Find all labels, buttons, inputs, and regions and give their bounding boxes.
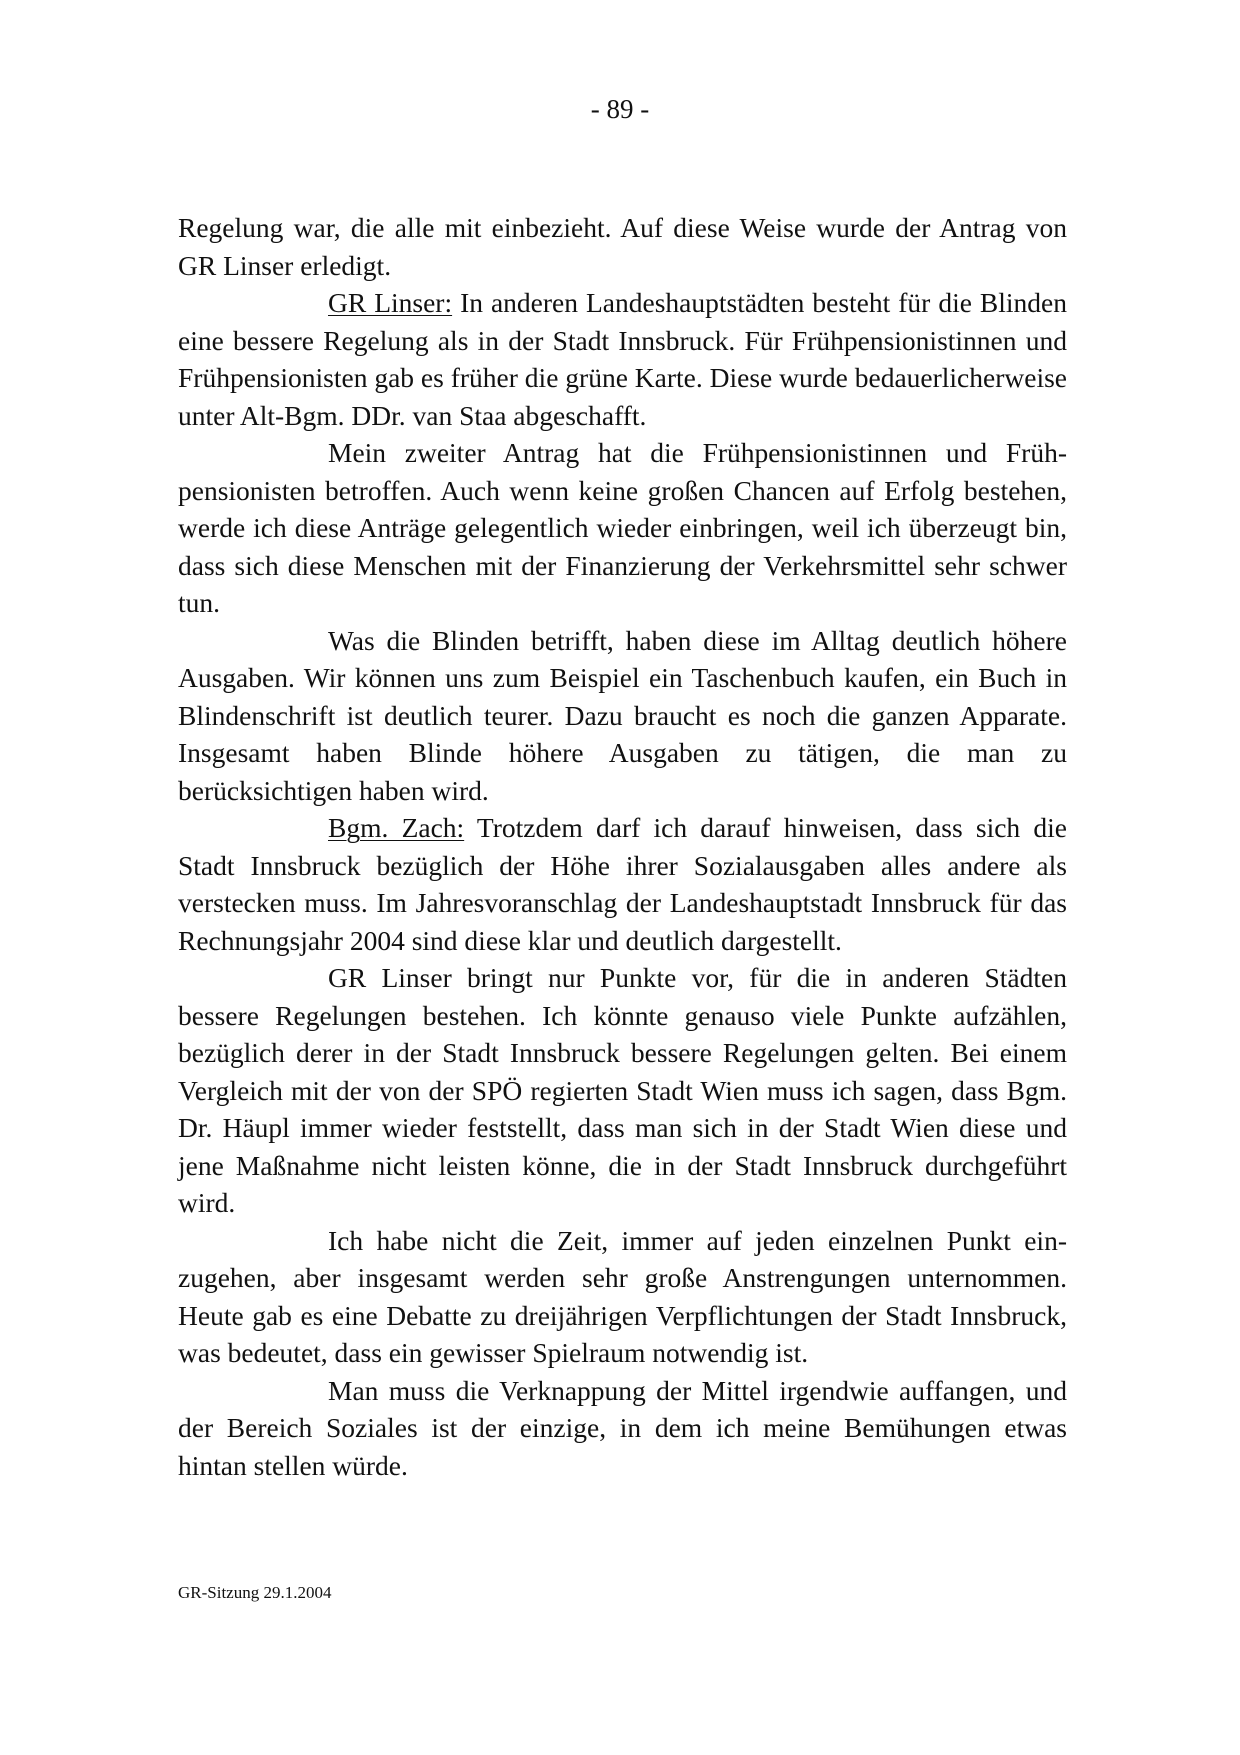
paragraph-7 bbox=[178, 1222, 1067, 1372]
paragraph-text: Was die Blinden betrifft, haben diese im Alltag deutlich höhere Ausgaben. Wir können uns zum Beispiel ein Taschenbuch kaufen, ein Buch in Blindenschrift ist deutlich teurer. Dazu braucht es noch die ganzen Apparate. Insgesamt haben Blinde höhere Ausgaben zu tätigen, die man zu berücksichtigen haben wird. bbox=[178, 624, 1067, 806]
paragraph-3 bbox=[178, 434, 1067, 622]
paragraph-text: GR Linser bringt nur Punkte vor, für die in anderen Städten bessere Regelungen bestehen. Ich könnte genauso viele Punkte aufzählen, bezüglich derer in der Stadt Innsbruck bessere Regelungen gelten. Bei einem Vergleich mit der von der SPÖ regierten Stadt Wien muss ich sagen, dass Bgm. Dr. Häupl immer wieder feststellt, dass man sich in der Stadt Wien diese und jene Maßnahme nicht leisten könne, die in der Stadt Innsbruck durchgeführt wird. bbox=[178, 962, 1067, 1218]
paragraph-6 bbox=[178, 959, 1067, 1222]
document-body bbox=[178, 209, 1067, 1484]
speaker-label-linser: GR Linser: bbox=[328, 287, 453, 318]
footer-session-date: GR-Sitzung 29.1.2004 bbox=[178, 1583, 332, 1602]
paragraph-text: Ich habe nicht die Zeit, immer auf jeden einzelnen Punkt einzugehen, aber insgesamt werden sehr große Anstrengungen unternommen. Heute gab es eine Debatte zu dreijährigen Verpflichtungen der Stadt Innsbruck, was bedeutet, dass ein gewisser Spielraum notwendig ist. bbox=[178, 1224, 1067, 1368]
page-number: - 89 - bbox=[590, 94, 650, 124]
paragraph-8 bbox=[178, 1372, 1067, 1485]
paragraph-1 bbox=[178, 209, 1067, 284]
paragraph-2 bbox=[178, 284, 1067, 434]
paragraph-text: Mein zweiter Antrag hat die Frühpensionistinnen und Frühpensionisten betroffen. Auch wenn keine großen Chancen auf Erfolg bestehen, werde ich diese Anträge gelegentlich wieder einbringen, weil ich überzeugt bin, dass sich diese Menschen mit der Finanzierung der Verkehrsmittel sehr schwer tun. bbox=[178, 437, 1067, 618]
paragraph-5 bbox=[178, 809, 1067, 959]
paragraph-4 bbox=[178, 622, 1067, 810]
speaker-label-zach: Bgm. Zach: bbox=[328, 812, 465, 843]
paragraph-text: In anderen Landeshauptstädten besteht für die Blinden eine bessere Regelung als in der Stadt Innsbruck. Für Frühpensionistinnen und Frühpensionisten gab es früher die grüne Karte. Diese wurde bedauerlicherweise unter Alt-Bgm. DDr. van Staa abgeschafft. bbox=[178, 287, 1067, 431]
paragraph-text: Regelung war, die alle mit einbezieht. Auf diese Weise wurde der Antrag von GR Linser erledigt. bbox=[178, 212, 1067, 281]
paragraph-text: Trotzdem darf ich darauf hinweisen, dass sich die Stadt Innsbruck bezüglich der Höhe ihrer Sozialausgaben alles andere als verstecken muss. Im Jahresvoranschlag der Landeshauptstadt Innsbruck für das Rechnungsjahr 2004 sind diese klar und deutlich dargestellt. bbox=[178, 812, 1067, 956]
paragraph-text: Man muss die Verknappung der Mittel irgendwie auffangen, und der Bereich Soziales ist der einzige, in dem ich meine Bemühungen etwas hintan stellen würde. bbox=[178, 1374, 1067, 1481]
